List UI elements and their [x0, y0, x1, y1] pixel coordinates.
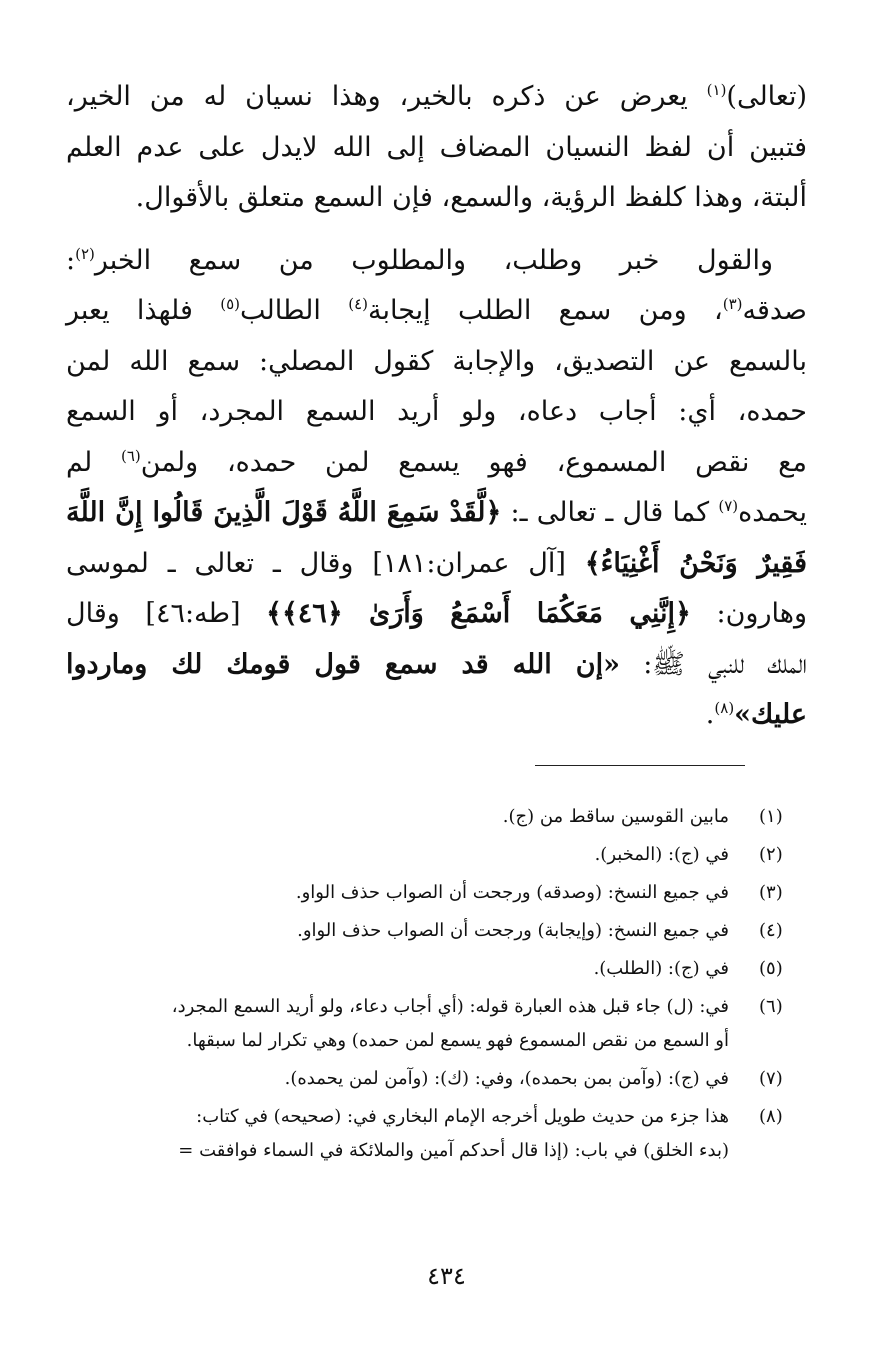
footnote-number: (٢)	[759, 844, 783, 865]
footnote	[66, 838, 807, 872]
footnote-text: هذا جزء من حديث طويل أخرجه الإمام البخاري في: (صحيحه) في كتاب:	[196, 1106, 729, 1127]
footnote-text-continued: (بدء الخلق) في باب: (إذا قال أحدكم آمين والملائكة في السماء فوافقت =	[178, 1140, 729, 1161]
footnote-number: (٤)	[759, 920, 783, 941]
footnote	[66, 1100, 807, 1168]
footnote-separator	[535, 765, 745, 766]
footnote-text: في جميع النسخ: (وصدقه) ورجحت أن الصواب حذف الواو.	[295, 882, 729, 903]
footnote	[66, 800, 807, 834]
text-line: الملك للنبي ﷺ: «إن الله قد سمع قول قومك لك وماردوا	[66, 648, 807, 680]
footnote	[66, 990, 807, 1058]
hadith-quote: «إن الله قد سمع قول قومك لك وماردوا	[66, 648, 620, 680]
quran-verse: فَقِيرٌ وَنَحْنُ أَغْنِيَاءُ﴾	[584, 547, 807, 579]
footnote-text: في: (ل) جاء قبل هذه العبارة قوله: (أي أجاب دعاء، ولو أريد السمع المجرد،	[171, 996, 729, 1017]
footnote-text-continued: أو السمع من نقص المسموع فهو يسمع لمن حمده) وهي تكرار لما سبقها.	[186, 1030, 729, 1051]
text-line: (تعالى)$^{(١)}$ يعرض عن ذكره بالخير، وهذا نسيان له من الخير،	[66, 81, 807, 112]
text-line: والقول خبر وطلب، والمطلوب من سمع الخبر$^{(٢)}$:	[66, 244, 773, 276]
hadith-quote: عليك»	[734, 699, 807, 730]
footnote-text: في (ج): (الطلب).	[593, 958, 729, 979]
text-line: فَقِيرٌ وَنَحْنُ أَغْنِيَاءُ﴾ [آل عمران:١٨١] وقال ـ تعالى ـ لموسى	[66, 547, 807, 579]
text-line: بالسمع عن التصديق، والإجابة كقول المصلي: سمع الله لمن	[66, 345, 807, 377]
footnote	[66, 876, 807, 910]
footnote-number: (١)	[759, 806, 783, 827]
page-number: ٤٣٤	[427, 1262, 466, 1290]
footnote-number: (٦)	[759, 996, 783, 1017]
text-line: عليك»$^{(٨)}$.	[705, 699, 807, 730]
footnote	[66, 914, 807, 948]
footnote-number: (٥)	[759, 958, 783, 979]
quran-verse: ﴿لَّقَدْ سَمِعَ اللَّهُ قَوْلَ الَّذِينَ قَالُوا إِنَّ اللَّهَ	[66, 497, 502, 528]
text-line: مع نقص المسموع، فهو يسمع لمن حمده، ولمن$^{(٦)}$ لم	[66, 446, 808, 478]
text-line: يحمده$^{(٧)}$ كما قال ـ تعالى ـ: ﴿لَّقَدْ سَمِعَ اللَّهُ قَوْلَ الَّذِينَ قَالُوا إِنَّ اللَّهَ	[66, 497, 807, 528]
text-line: ألبتة، وهذا كلفظ الرؤية، والسمع، فإن السمع متعلق بالأقوال.	[135, 182, 807, 213]
quran-verse: ﴿إِنَّنِي مَعَكُمَا أَسْمَعُ وَأَرَىٰ ﴿٤٦﴾﴾	[266, 598, 691, 629]
main-text	[66, 72, 807, 741]
footnote-text: في جميع النسخ: (وإيجابة) ورجحت أن الصواب حذف الواو.	[297, 920, 729, 941]
footnotes	[66, 800, 807, 1172]
footnote	[66, 952, 807, 986]
text-line: فتبين أن لفظ النسيان المضاف إلى الله لايدل على عدم العلم	[66, 131, 807, 163]
footnote-text: في (ج): (المخبر).	[594, 844, 729, 865]
footnote	[66, 1062, 807, 1096]
text-line: حمده، أي: أجاب دعاه، ولو أريد السمع المجرد، أو السمع	[66, 396, 807, 427]
footnote-number: (٧)	[759, 1068, 783, 1089]
footnote-text: في (ج): (وآمن بمن بحمده)، وفي: (ك): (وآمن لمن يحمده).	[284, 1068, 729, 1089]
footnote-text: مابين القوسين ساقط من (ج).	[502, 806, 729, 827]
text-line: صدقه$^{(٣)}$، ومن سمع الطلب إيجابة$^{(٤)}$ الطالب$^{(٥)}$ فلهذا يعبر	[66, 295, 807, 326]
text-line: وهارون: ﴿إِنَّنِي مَعَكُمَا أَسْمَعُ وَأَرَىٰ ﴿٤٦﴾﴾ [طه:٤٦] وقال	[66, 598, 807, 629]
footnote-number: (٨)	[759, 1106, 783, 1127]
footnote-number: (٣)	[759, 882, 783, 903]
